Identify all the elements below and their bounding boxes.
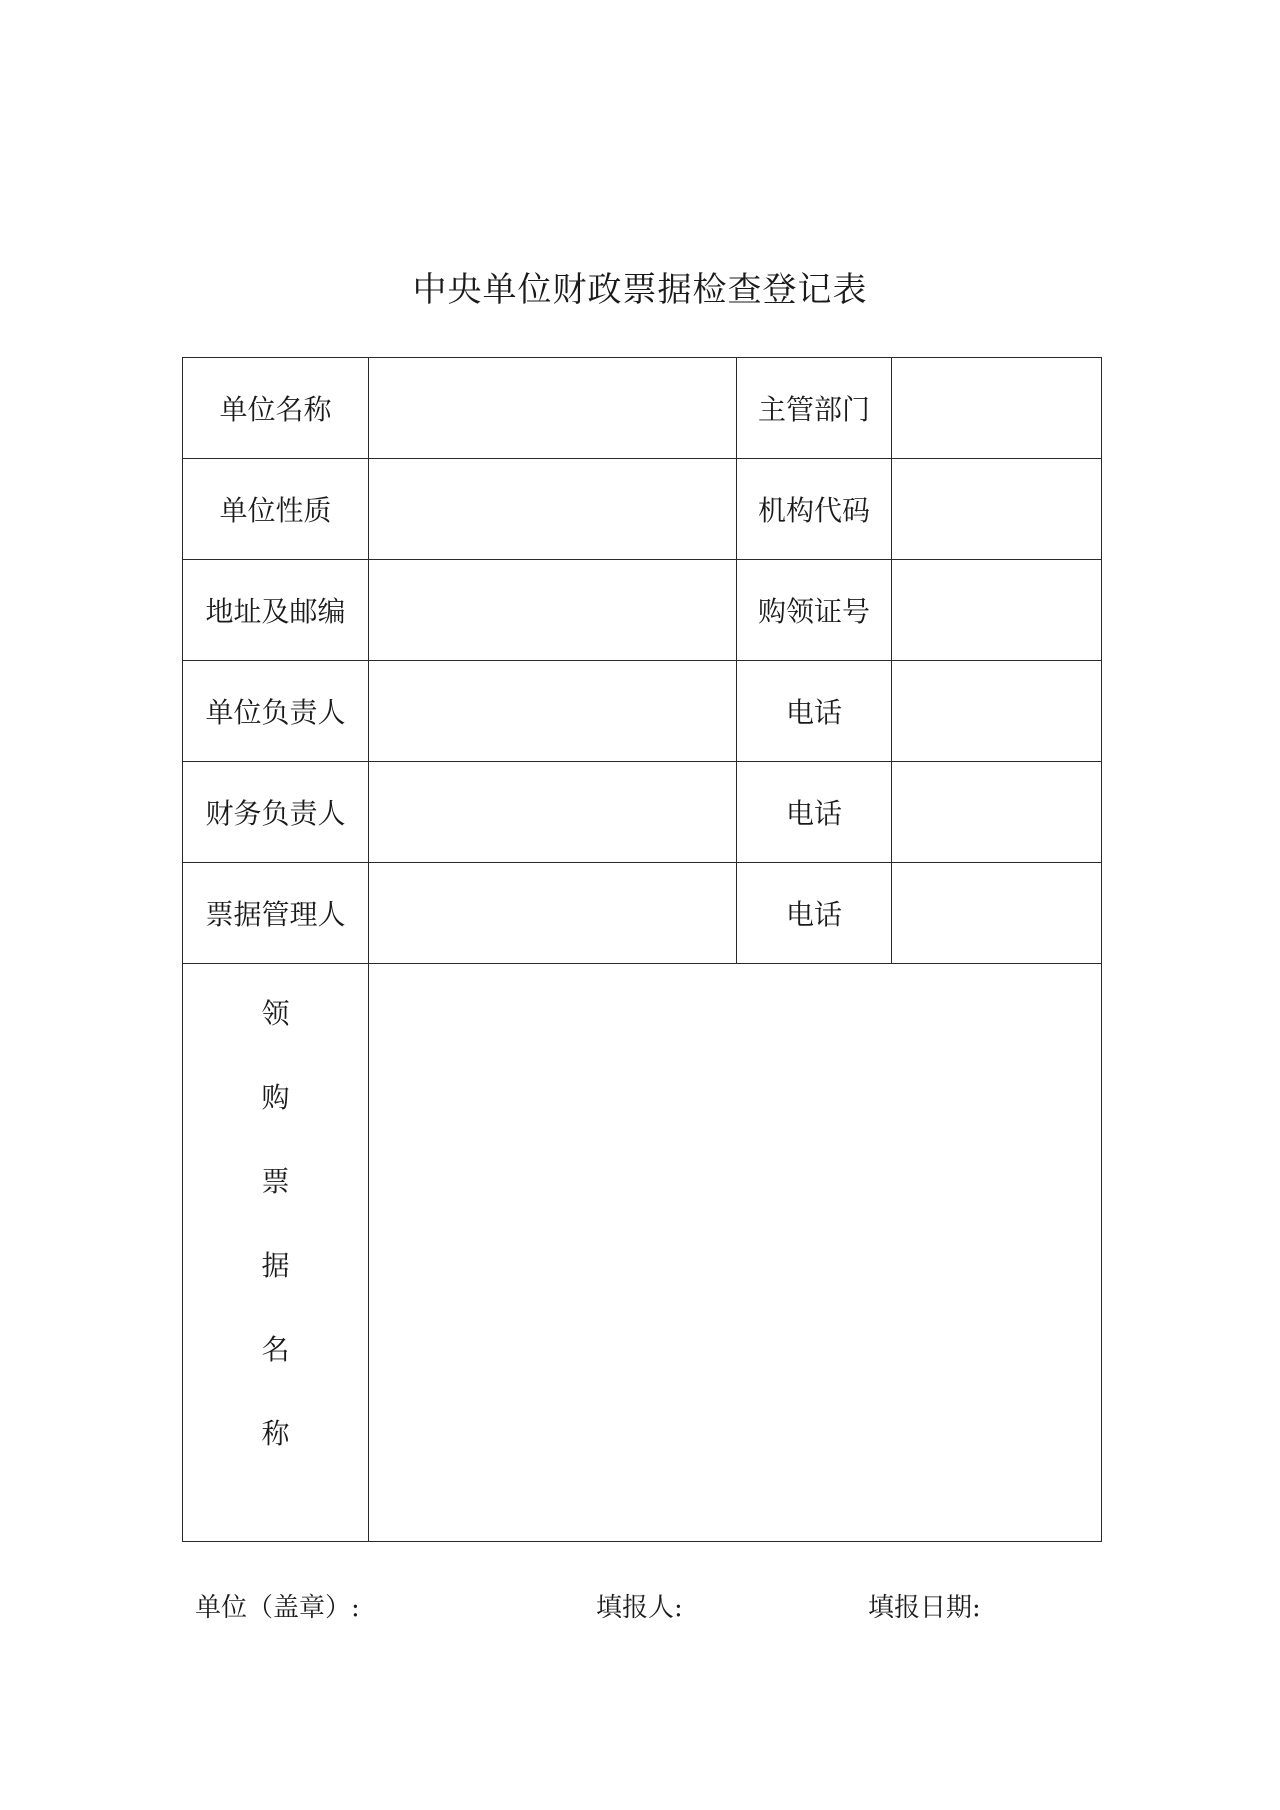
footer-filler: 填报人: [596, 1593, 683, 1623]
field-unit-nature[interactable] [369, 459, 737, 560]
label-char: 名 [261, 1333, 290, 1366]
field-purchase-cert[interactable] [892, 560, 1102, 661]
field-unit-name[interactable] [369, 358, 737, 459]
row-unit-nature [183, 459, 1102, 560]
row-address [183, 560, 1102, 661]
label-unit-head: 单位负责人 [183, 661, 369, 762]
label-finance-head: 财务负责人 [183, 762, 369, 863]
field-org-code[interactable] [892, 459, 1102, 560]
field-receipt-manager[interactable] [369, 863, 737, 964]
label-receipt-names [183, 964, 369, 1542]
field-receipt-names[interactable] [369, 964, 1102, 1542]
field-phone-1[interactable] [892, 661, 1102, 762]
label-supervising-dept: 主管部门 [737, 358, 892, 459]
field-finance-head[interactable] [369, 762, 737, 863]
vertical-label [183, 964, 368, 1541]
label-phone-1: 电话 [737, 661, 892, 762]
field-address[interactable] [369, 560, 737, 661]
field-supervising-dept[interactable] [892, 358, 1102, 459]
form-title: 中央单位财政票据检查登记表 [412, 270, 868, 310]
row-receipt-manager [183, 863, 1102, 964]
label-char: 称 [261, 1417, 290, 1450]
label-unit-nature: 单位性质 [183, 459, 369, 560]
label-char: 领 [261, 997, 290, 1030]
label-phone-2: 电话 [737, 762, 892, 863]
registration-table [182, 357, 1102, 1542]
label-receipt-manager: 票据管理人 [183, 863, 369, 964]
label-char: 据 [261, 1249, 290, 1282]
label-address: 地址及邮编 [183, 560, 369, 661]
field-phone-3[interactable] [892, 863, 1102, 964]
row-unit-name [183, 358, 1102, 459]
label-purchase-cert: 购领证号 [737, 560, 892, 661]
label-char: 购 [261, 1081, 290, 1114]
field-unit-head[interactable] [369, 661, 737, 762]
row-receipt-names [183, 964, 1102, 1542]
footer-fill-date: 填报日期: [868, 1593, 981, 1623]
row-finance-head [183, 762, 1102, 863]
label-char: 票 [261, 1165, 290, 1198]
field-phone-2[interactable] [892, 762, 1102, 863]
label-unit-name: 单位名称 [183, 358, 369, 459]
footer-unit-seal: 单位（盖章）: [195, 1593, 360, 1623]
row-unit-head [183, 661, 1102, 762]
label-org-code: 机构代码 [737, 459, 892, 560]
label-phone-3: 电话 [737, 863, 892, 964]
